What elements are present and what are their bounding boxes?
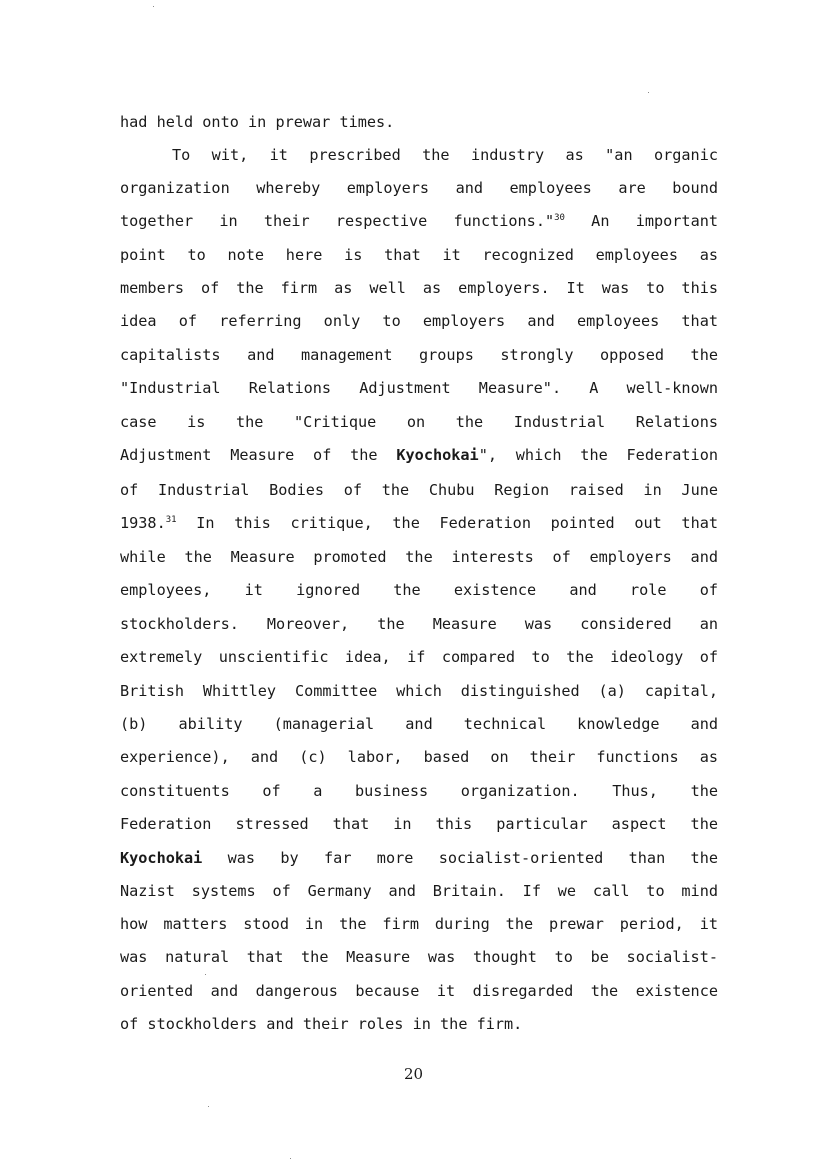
- text-line: [120, 1012, 718, 1036]
- text-run: oriented and dangerous because it disregarded the existence: [120, 982, 718, 1000]
- text-line: [172, 143, 718, 167]
- text-line: [120, 578, 718, 602]
- footnote-marker: 30: [554, 213, 565, 223]
- text-run: of Industrial Bodies of the Chubu Region raised in June: [120, 481, 718, 499]
- text-run: stockholders. Moreover, the Measure was considered an: [120, 615, 718, 633]
- text-run: had held onto in prewar times.: [120, 113, 395, 131]
- text-run: idea of referring only to employers and employees that: [120, 312, 718, 330]
- text-line: [120, 612, 718, 636]
- text-line: [120, 712, 718, 736]
- text-line: [120, 343, 718, 367]
- text-run: of stockholders and their roles in the firm.: [120, 1015, 523, 1033]
- text-run: Adjustment Measure of the: [120, 446, 397, 464]
- text-line: [120, 309, 718, 333]
- text-run: 1938.: [120, 514, 166, 532]
- text-line: [120, 812, 718, 836]
- text-line: [120, 846, 718, 870]
- text-run: capitalists and management groups strongly opposed the: [120, 346, 718, 364]
- text-line: [120, 879, 718, 903]
- text-line: [120, 176, 718, 200]
- scan-speck: [648, 92, 649, 93]
- text-line: [120, 979, 718, 1003]
- text-line: [120, 511, 718, 535]
- text-line: [120, 478, 718, 502]
- scan-speck: [153, 6, 154, 7]
- text-run: was by far more socialist-oriented than the: [202, 849, 718, 867]
- text-line: [120, 276, 718, 300]
- text-line: [120, 376, 718, 400]
- text-run: Federation stressed that in this particular aspect the: [120, 815, 718, 833]
- text-run: An important: [564, 212, 718, 230]
- text-run: ", which the Federation: [478, 446, 718, 464]
- text-line: [120, 779, 718, 803]
- text-run: In this critique, the Federation pointed out that: [176, 514, 718, 532]
- text-line: [120, 410, 718, 434]
- text-line: [120, 443, 718, 467]
- text-run: members of the firm as well as employers. It was to this: [120, 279, 718, 297]
- text-run: while the Measure promoted the interests of employers and: [120, 548, 718, 566]
- text-run: case is the "Critique on the Industrial Relations: [120, 413, 718, 431]
- scan-speck: [290, 1158, 291, 1159]
- emphasized-term: Kyochokai: [396, 446, 479, 464]
- text-line: [120, 209, 718, 233]
- text-run: (b) ability (managerial and technical knowledge and: [120, 715, 718, 733]
- scan-speck: [205, 974, 206, 975]
- text-run: extremely unscientific idea, if compared to the ideology of: [120, 648, 718, 666]
- text-run: constituents of a business organization. Thus, the: [120, 782, 718, 800]
- text-run: employees, it ignored the existence and role of: [120, 581, 718, 599]
- text-run: experience), and (c) labor, based on their functions as: [120, 748, 718, 766]
- text-line: [120, 645, 718, 669]
- text-line: [120, 679, 718, 703]
- text-run: organization whereby employers and employees are bound: [120, 179, 718, 197]
- text-line: [120, 110, 718, 134]
- text-run: To wit, it prescribed the industry as "an organic: [172, 146, 718, 164]
- text-run: was natural that the Measure was thought to be socialist-: [120, 948, 718, 966]
- text-run: British Whittley Committee which distinguished (a) capital,: [120, 682, 718, 700]
- text-line: [120, 912, 718, 936]
- emphasized-term: Kyochokai: [120, 849, 203, 867]
- text-line: [120, 243, 718, 267]
- text-line: [120, 945, 718, 969]
- scan-speck: [208, 1106, 209, 1107]
- text-run: "Industrial Relations Adjustment Measure". A well-known: [120, 379, 718, 397]
- footnote-marker: 31: [165, 515, 177, 525]
- page-number: 20: [403, 1065, 424, 1083]
- text-run: how matters stood in the firm during the prewar period, it: [120, 915, 718, 933]
- text-line: [120, 745, 718, 769]
- text-run: Nazist systems of Germany and Britain. If we call to mind: [120, 882, 718, 900]
- text-line: [120, 545, 718, 569]
- text-run: together in their respective functions.": [120, 212, 555, 230]
- text-run: point to note here is that it recognized employees as: [120, 246, 718, 264]
